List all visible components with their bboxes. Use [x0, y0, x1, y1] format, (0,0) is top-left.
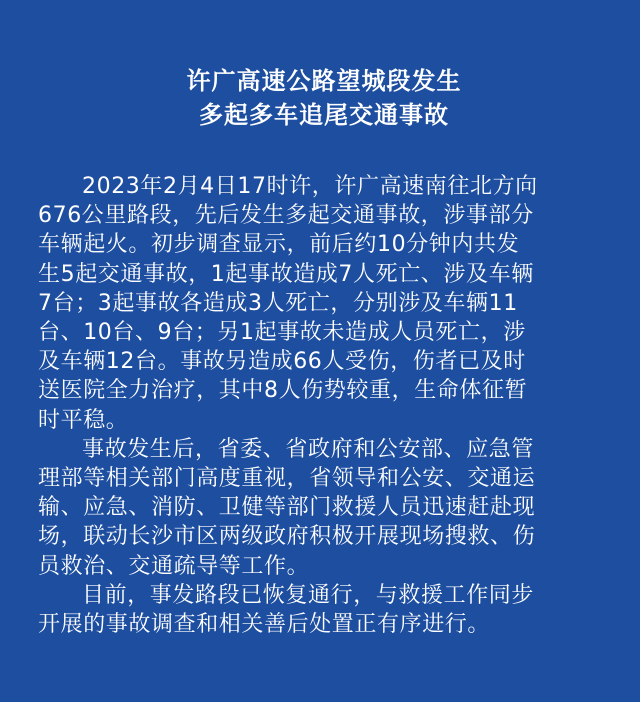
text-line: 员救治、交通疏导等工作。 — [38, 553, 310, 579]
text-line: 台、10台、9台；另1起事故未造成人员死亡，涉 — [38, 320, 526, 346]
text-line: 2023年2月4日17时许，许广高速南往北方向 — [82, 174, 538, 199]
title-line: 许广高速公路望城段发生 — [186, 67, 462, 95]
text-line: 开展的事故调查和相关善后处置正有序进行。 — [38, 612, 491, 638]
paragraph-1 — [38, 172, 610, 435]
text-line: 7台；3起事故各造成3人死亡，分别涉及车辆11 — [38, 290, 518, 316]
text-line: 送医院全力治疗，其中8人伤势较重，生命体征暂 — [38, 378, 528, 404]
text-line: 输、应急、消防、卫健等部门救援人员迅速赶赴现 — [38, 495, 536, 521]
paragraph-2 — [38, 435, 610, 581]
text-line: 目前，事发路段已恢复通行，与救援工作同步 — [82, 582, 535, 608]
notice-title — [38, 64, 610, 132]
text-line: 事故发生后，省委、省政府和公安部、应急管 — [82, 436, 535, 462]
text-line: 理部等相关部门高度重视，省领导和公安、交通运 — [38, 466, 536, 492]
text-line: 及车辆12台。事故另造成66人受伤，伤者已及时 — [38, 349, 526, 375]
notice-body — [38, 172, 610, 639]
paragraph-3 — [38, 581, 610, 639]
text-line: 生5起交通事故，1起事故造成7人死亡、涉及车辆 — [38, 261, 534, 287]
text-line: 时平稳。 — [38, 407, 129, 433]
title-line: 多起多车追尾交通事故 — [199, 101, 449, 129]
text-line: 场，联动长沙市区两级政府积极开展现场搜救、伤 — [38, 524, 536, 550]
text-line: 676公里路段，先后发生多起交通事故，涉事部分 — [38, 203, 534, 229]
text-line: 车辆起火。初步调查显示，前后约10分钟内共发 — [38, 232, 520, 258]
